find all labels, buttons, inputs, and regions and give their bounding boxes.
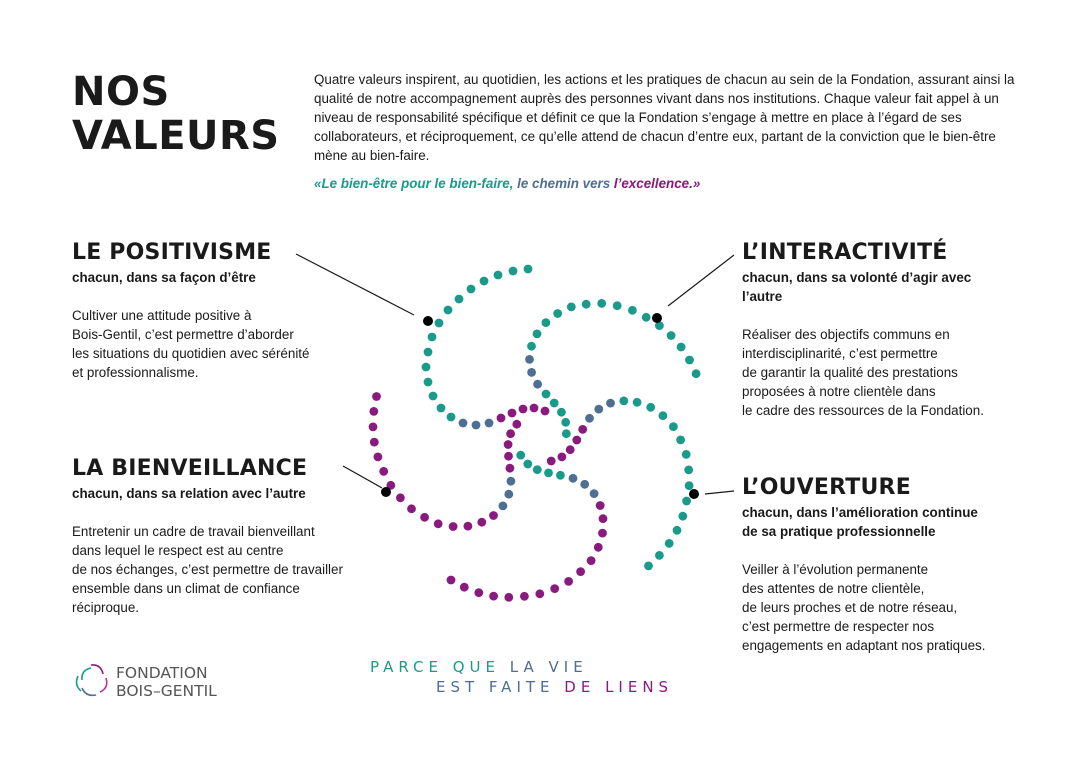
rosette-dot bbox=[480, 277, 489, 286]
anchor-point-positivisme bbox=[423, 316, 433, 326]
rosette-dot bbox=[564, 577, 573, 586]
rosette-dot bbox=[599, 514, 608, 523]
subtitle-line: chacun, dans sa façon d’être bbox=[72, 270, 256, 285]
rosette-dot bbox=[530, 404, 539, 413]
rosette-dot bbox=[494, 271, 503, 280]
rosette-dot bbox=[504, 440, 513, 449]
rosette-dot bbox=[569, 474, 578, 483]
rosette-dot bbox=[472, 421, 481, 430]
anchor-point-interactivite bbox=[652, 313, 662, 323]
rosette-dot bbox=[407, 504, 416, 513]
rosette-dot bbox=[542, 318, 551, 327]
rosette-dot bbox=[590, 489, 599, 498]
value-body-bienveillance bbox=[72, 522, 372, 617]
body-line: et professionnalisme. bbox=[72, 365, 199, 380]
rosette-dot bbox=[504, 452, 513, 461]
logo-line-1: FONDATION bbox=[116, 664, 208, 682]
subtitle-line: chacun, dans sa volonté d’agir avec bbox=[742, 270, 972, 285]
rosette-dot bbox=[665, 539, 674, 548]
rosette-dot bbox=[585, 414, 594, 423]
slogan-part-3: l’excellence.» bbox=[610, 176, 701, 191]
rosette-dot bbox=[646, 403, 655, 412]
rosette-dot bbox=[541, 407, 550, 416]
rosette-dot bbox=[566, 445, 575, 454]
subtitle-line: chacun, dans sa relation avec l’autre bbox=[72, 486, 306, 501]
logo-arc bbox=[82, 688, 96, 695]
tagline-word: EST FAITE bbox=[436, 678, 555, 696]
value-subtitle-bienveillance bbox=[72, 484, 372, 503]
rosette-dot bbox=[429, 392, 438, 401]
rosette-dot bbox=[682, 450, 691, 459]
tagline-line-1 bbox=[370, 657, 673, 677]
tagline bbox=[370, 657, 673, 697]
body-line: ensemble dans un climat de confiance bbox=[72, 581, 300, 596]
value-interactivite bbox=[742, 240, 1022, 420]
rosette-dot bbox=[582, 300, 591, 309]
rosette-dot bbox=[682, 497, 691, 506]
tagline-word: PARCE QUE bbox=[370, 658, 501, 676]
rosette-dot bbox=[550, 584, 559, 593]
value-bienveillance bbox=[72, 456, 372, 617]
rosette-dot bbox=[444, 306, 453, 315]
rosette-dot bbox=[434, 519, 443, 528]
body-line: de garantir la qualité des prestations bbox=[742, 365, 958, 380]
rosette-dot bbox=[506, 429, 515, 438]
rosette-dot bbox=[370, 438, 379, 447]
rosette-dot bbox=[489, 592, 498, 601]
rosette-dot bbox=[642, 313, 651, 322]
rosette-dot bbox=[633, 398, 642, 407]
rosette-dots bbox=[369, 265, 701, 602]
tagline-word: LA VIE bbox=[500, 658, 588, 676]
tagline-word: DE LIENS bbox=[554, 678, 674, 696]
rosette-dot bbox=[489, 511, 498, 520]
rosette-dot bbox=[460, 583, 469, 592]
rosette-dot bbox=[580, 480, 589, 489]
rosette-dot bbox=[520, 592, 529, 601]
body-line: de nos échanges, c’est permettre de travailler bbox=[72, 562, 343, 577]
rosette-dot bbox=[447, 413, 456, 422]
rosette-dot bbox=[504, 593, 513, 602]
connector-interactivite bbox=[668, 255, 734, 306]
rosette-dot bbox=[596, 501, 605, 510]
rosette-dot bbox=[396, 493, 405, 502]
rosette-dot bbox=[420, 513, 429, 522]
rosette-dot bbox=[556, 471, 565, 480]
rosette-dot bbox=[524, 265, 533, 274]
rosette-dot bbox=[527, 368, 536, 377]
slogan-part-2: le chemin vers bbox=[513, 176, 611, 191]
rosette-dot bbox=[578, 425, 587, 434]
rosette-dot bbox=[576, 567, 585, 576]
value-title-bienveillance: LA BIENVEILLANCE bbox=[72, 456, 308, 481]
tagline-line-2 bbox=[370, 677, 673, 697]
value-subtitle-ouverture bbox=[742, 503, 1032, 541]
value-title-positivisme: LE POSITIVISME bbox=[72, 240, 272, 265]
rosette-dot bbox=[467, 285, 476, 294]
rosette-dot bbox=[455, 295, 464, 304]
rosette-dot bbox=[678, 512, 687, 521]
rosette-dot bbox=[562, 429, 571, 438]
body-line: dans lequel le respect est au centre bbox=[72, 543, 284, 558]
rosette-dot bbox=[519, 405, 528, 414]
value-title-ouverture: L’OUVERTURE bbox=[742, 475, 911, 500]
rosette-dot bbox=[553, 309, 562, 318]
rosette-dot bbox=[509, 267, 518, 276]
logo-arc bbox=[91, 665, 103, 674]
rosette-dot bbox=[685, 356, 694, 365]
rosette-dot bbox=[659, 411, 668, 420]
rosette-dot bbox=[684, 466, 693, 475]
rosette-dot bbox=[512, 420, 521, 429]
rosette-dot bbox=[428, 333, 437, 342]
rosette-dot bbox=[597, 299, 606, 308]
body-line: réciproque. bbox=[72, 600, 139, 615]
rosette-dot bbox=[379, 467, 388, 476]
rosette-dot bbox=[676, 436, 685, 445]
value-body-interactivite bbox=[742, 325, 1022, 420]
rosette-dot bbox=[504, 490, 513, 499]
anchor-point-ouverture bbox=[689, 489, 699, 499]
rosette-dot bbox=[527, 342, 536, 351]
rosette-dot bbox=[369, 423, 378, 432]
value-subtitle-interactivite bbox=[742, 268, 1022, 306]
rosette-dot bbox=[506, 464, 515, 473]
rosette-dot bbox=[544, 469, 553, 478]
rosette-dot bbox=[499, 502, 508, 511]
rosette-dot bbox=[619, 397, 628, 406]
rosette-dot bbox=[374, 453, 383, 462]
subtitle-line: chacun, dans l’amélioration continue bbox=[742, 505, 978, 520]
body-line: engagements en adaptant nos pratiques. bbox=[742, 638, 986, 653]
logo-arc bbox=[100, 678, 107, 692]
rosette-dot bbox=[424, 348, 433, 357]
rosette-dot bbox=[677, 343, 686, 352]
rosette-dot bbox=[669, 422, 678, 431]
rosette-dot bbox=[685, 481, 694, 490]
rosette-dot bbox=[464, 522, 473, 531]
rosette-dot bbox=[606, 399, 615, 408]
rosette-dot bbox=[547, 457, 556, 466]
value-positivisme bbox=[72, 240, 362, 382]
rosette-dot bbox=[655, 551, 664, 560]
rosette-dot bbox=[628, 306, 637, 315]
rosette-dot bbox=[550, 399, 559, 408]
rosette-dot bbox=[533, 465, 542, 474]
rosette-dot bbox=[435, 319, 444, 328]
body-line: proposées à notre clientèle dans bbox=[742, 384, 936, 399]
body-line: Veiller à l’évolution permanente bbox=[742, 562, 929, 577]
body-line: Réaliser des objectifs communs en bbox=[742, 327, 950, 342]
title-line-2: VALEURS bbox=[72, 113, 280, 159]
rosette-dot bbox=[424, 378, 433, 387]
rosette-dot bbox=[673, 526, 682, 535]
value-title-interactivite: L’INTERACTIVITÉ bbox=[742, 240, 948, 265]
intro-paragraph: Quatre valeurs inspirent, au quotidien, les actions et les pratiques de chacun au sein de la Fondation, assurant ainsi la qualité de notre accompagnement auprès des personnes vivant dans nos institutions. Chaque valeur fait appel à un niveau de responsabilité spécifique et définit ce que la Fondation s’engage à mettre en place à l’égard de ses collaborateurs, et réciproquement, ce qu’elle attend de chacun d’entre eux, partant de la conviction que le bien-être mène au bien-faire. bbox=[314, 72, 1015, 163]
rosette-dot bbox=[558, 453, 567, 462]
subtitle-line: l’autre bbox=[742, 289, 783, 304]
rosette-dot bbox=[422, 363, 431, 372]
rosette-dot bbox=[369, 407, 378, 416]
body-line: les situations du quotidien avec sérénité bbox=[72, 346, 310, 361]
rosette-dot bbox=[587, 556, 596, 565]
rosette-dot bbox=[497, 414, 506, 423]
rosette-dot bbox=[567, 303, 576, 312]
rosette-dot bbox=[447, 576, 456, 585]
rosette-dot bbox=[533, 330, 542, 339]
body-line: des attentes de notre clientèle, bbox=[742, 581, 925, 596]
rosette-dot bbox=[533, 380, 542, 389]
rosette-dot bbox=[485, 419, 494, 428]
rosette-dot bbox=[613, 301, 622, 310]
rosette-dot bbox=[594, 405, 603, 414]
rosette-dot bbox=[523, 460, 532, 469]
logo-wordmark bbox=[116, 664, 217, 700]
value-subtitle-positivisme bbox=[72, 268, 362, 287]
rosette-dot bbox=[459, 419, 468, 428]
subtitle-line: de sa pratique professionnelle bbox=[742, 524, 936, 539]
body-line: c’est permettre de respecter nos bbox=[742, 619, 935, 634]
body-line: interdisciplinarité, c’est permettre bbox=[742, 346, 938, 361]
value-ouverture bbox=[742, 475, 1032, 655]
rosette-dot bbox=[449, 522, 458, 531]
rosette-dot bbox=[598, 529, 607, 538]
rosette-dot bbox=[525, 355, 534, 364]
rosette-dot bbox=[594, 543, 603, 552]
rosette-dot bbox=[667, 331, 676, 340]
value-body-positivisme bbox=[72, 306, 362, 382]
logo-arc bbox=[82, 668, 91, 680]
title-line-1: NOS bbox=[72, 69, 170, 115]
body-line: Entretenir un cadre de travail bienveillant bbox=[72, 524, 315, 539]
rosette-dot bbox=[372, 392, 381, 401]
body-line: Cultiver une attitude positive à bbox=[72, 308, 252, 323]
rosette-dot bbox=[474, 588, 483, 597]
logo-arc bbox=[77, 676, 81, 691]
rosette-dot bbox=[437, 404, 446, 413]
value-body-ouverture bbox=[742, 560, 1032, 655]
rosette-dot bbox=[477, 518, 486, 527]
rosette-dot bbox=[572, 436, 581, 445]
rosette-dot bbox=[507, 477, 516, 486]
logo-line-2: BOIS–GENTIL bbox=[116, 682, 217, 700]
connector-ouverture bbox=[705, 491, 734, 494]
body-line: le cadre des ressources de la Fondation. bbox=[742, 403, 984, 418]
rosette-dot bbox=[692, 369, 701, 378]
rosette-dot bbox=[535, 589, 544, 598]
rosette-dot bbox=[561, 418, 570, 427]
slogan-part-1: «Le bien-être pour le bien-faire, bbox=[314, 176, 514, 191]
anchor-point-bienveillance bbox=[381, 487, 391, 497]
rosette-dot bbox=[557, 408, 566, 417]
body-line: Bois-Gentil, c’est permettre d’aborder bbox=[72, 327, 294, 342]
rosette-dot bbox=[508, 409, 517, 418]
rosette-dot bbox=[516, 451, 525, 460]
rosette-dot bbox=[644, 562, 653, 571]
body-line: de leurs proches et de notre réseau, bbox=[742, 600, 958, 615]
rosette-dot bbox=[542, 390, 551, 399]
